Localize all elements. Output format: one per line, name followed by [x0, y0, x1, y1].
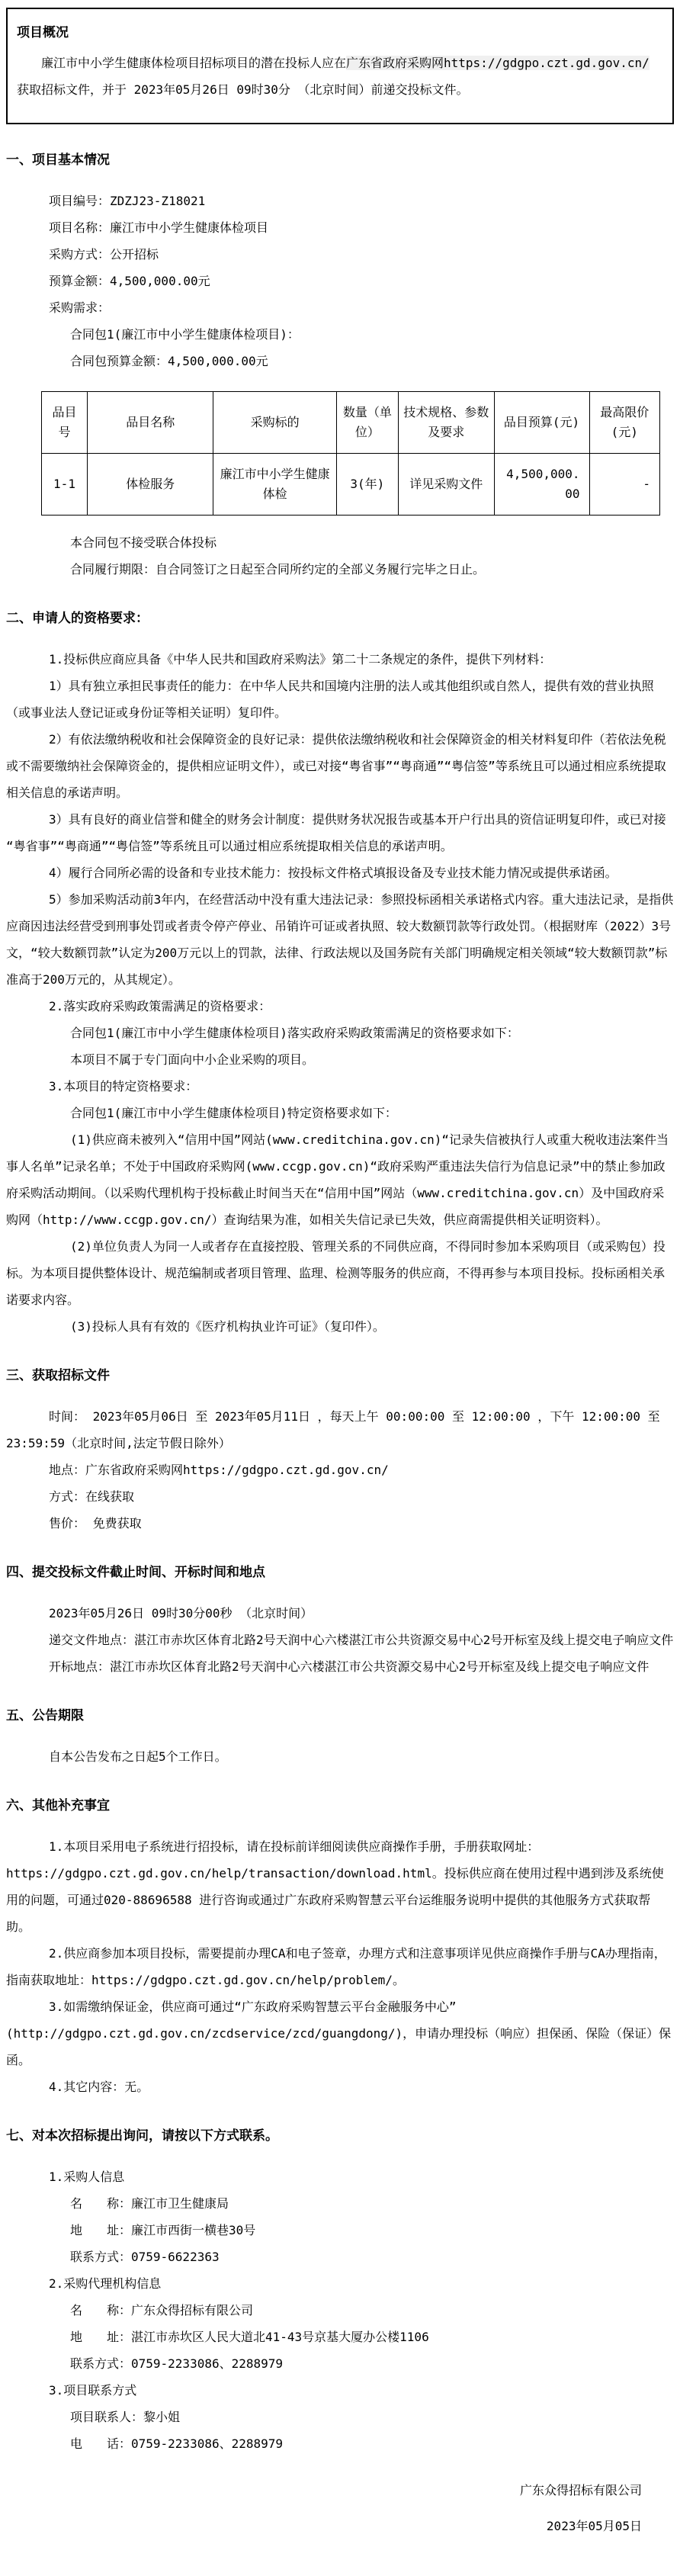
project-overview-box — [6, 8, 674, 124]
field-procurement-demand: 采购需求： — [49, 300, 111, 315]
field-procurement-method: 采购方式：公开招标 — [49, 247, 159, 262]
items-table-header-row — [42, 392, 660, 454]
note-no-consortium: 本合同包不接受联合体投标 — [70, 535, 217, 550]
items-table — [41, 391, 660, 516]
field-contract-package: 合同包1(廉江市中小学生健康体检项目)： — [70, 327, 300, 342]
signature-block — [6, 2477, 674, 2539]
qualification-policy-title: 2.落实政府采购政策需满足的资格要求： — [49, 999, 271, 1013]
doc-obtain-method: 方式：在线获取 — [49, 1489, 135, 1504]
procurement-site-link: 广东省政府采购网https://gdgpo.czt.gd.gov.cn/ — [346, 56, 650, 70]
qualification-specific-2: (2)单位负责人为同一人或者存在直接控股、管理关系的不同供应商，不得同时参加本采购项目（或采购包）投标。为本项目提供整体设计、规范编制或者项目管理、监理、检测等服务的供应商，不得再参与本项目投标。投标函相关承诺要求内容。 — [6, 1239, 666, 1307]
items-table-row — [42, 454, 660, 516]
section-1-heading: 一、项目基本情况 — [6, 153, 110, 168]
qualification-specific-3: (3)投标人具有有效的《医疗机构执业许可证》（复印件）。 — [70, 1319, 385, 1334]
supplement-p2: 2.供应商参加本项目投标，需要提前办理CA和电子签章，办理方式和注意事项详见供应商操作手册与CA办理指南，指南获取地址：https://gdgpo.czt.gd.gov.cn/help/problem/。 — [6, 1946, 666, 1987]
qualification-specific-title: 3.本项目的特定资格要求： — [49, 1079, 198, 1094]
field-project-name: 项目名称：廉江市中小学生健康体检项目 — [49, 220, 269, 235]
qualification-p1: 1.投标供应商应具备《中华人民共和国政府采购法》第二十二条规定的条件，提供下列材料： — [49, 652, 552, 666]
overview-intro-post: 获取招标文件，并于 2023年05月26日 09时30分 （北京时间）前递交投标文件。 — [17, 82, 469, 97]
announcement-period: 自本公告发布之日起5个工作日。 — [49, 1749, 227, 1764]
overview-intro-pre: 廉江市中小学生健康体检项目招标项目的潜在投标人应在 — [41, 56, 347, 70]
doc-obtain-price: 售价： 免费获取 — [49, 1516, 142, 1531]
section-3-heading: 三、获取招标文件 — [6, 1368, 110, 1383]
section-7-heading: 七、对本次招标提出询问，请按以下方式联系。 — [6, 2128, 278, 2144]
cell-quantity: 3(年) — [336, 454, 398, 516]
section-5-heading: 五、公告期限 — [6, 1708, 84, 1723]
overview-title: 项目概况 — [17, 25, 69, 40]
col-item-no: 品目号 — [42, 392, 88, 454]
supplement-p4: 4.其它内容：无。 — [49, 2080, 149, 2094]
agent-phone: 联系方式：0759-2233086、2288979 — [70, 2356, 284, 2371]
bid-submit-place: 递交文件地点：湛江市赤坎区体育北路2号天润中心六楼湛江市公共资源交易中心2号开标室及线上提交电子响应文件 — [49, 1633, 674, 1647]
bid-open-place: 开标地点：湛江市赤坎区体育北路2号天润中心六楼湛江市公共资源交易中心2号开标室及线上提交电子响应文件 — [49, 1659, 650, 1674]
qualification-p3: 2）有依法缴纳税收和社会保障资金的良好记录：提供依法缴纳税收和社会保障资金的相关材料复印件（若依法免税或不需要缴纳社会保障资金的，提供相应证明文件），或已对接“粤省事”“粤商通”“粤信签”等系统且可以通过相应系统提取相关信息的承诺声明。 — [6, 732, 666, 800]
section-4-heading: 四、提交投标文件截止时间、开标时间和地点 — [6, 1565, 265, 1580]
supplement-p3: 3.如需缴纳保证金，供应商可通过“广东政府采购智慧云平台金融服务中心”(http://gdgpo.czt.gd.gov.cn/zcdservice/zcd/guangdong/)，申请办理投标（响应）担保函、保险（保证）保函。 — [6, 1999, 672, 2067]
doc-obtain-place: 地点：广东省政府采购网https://gdgpo.czt.gd.gov.cn/ — [49, 1463, 389, 1477]
project-contact-title: 3.项目联系方式 — [49, 2383, 137, 2398]
buyer-address: 地 址：廉江市西街一横巷30号 — [70, 2223, 256, 2237]
col-max-price: 最高限价(元) — [589, 392, 660, 454]
bid-deadline: 2023年05月26日 09时30分00秒 （北京时间） — [49, 1606, 313, 1620]
cell-max-price: - — [589, 454, 660, 516]
col-quantity: 数量（单位） — [336, 392, 398, 454]
agent-name: 名 称：广东众得招标有限公司 — [70, 2303, 254, 2317]
agent-address: 地 址：湛江市赤坎区人民大道北41-43号京基大厦办公楼1106 — [70, 2330, 429, 2344]
agent-info-title: 2.采购代理机构信息 — [49, 2276, 162, 2291]
cell-item-no: 1-1 — [42, 454, 88, 516]
cell-item-name: 体检服务 — [88, 454, 213, 516]
qualification-policy-package: 合同包1(廉江市中小学生健康体检项目)落实政府采购政策需满足的资格要求如下： — [70, 1026, 519, 1040]
qualification-specific-1: (1)供应商未被列入“信用中国”网站(www.creditchina.gov.cn)“记录失信被执行人或重大税收违法案件当事人名单”记录名单；不处于中国政府采购网(www.ccgp.gov.cn)“政府采购严重违法失信行为信息记录”中的禁止参加政府采购活动期间。（以采购代理机构于投标截止时间当天在“信用中国”网站（www.creditchina.gov.cn）及中国政府采购网（http://www.ccgp.gov.cn/）查询结果为准，如相关失信记录已失效，供应商需提供相关证明资料）。 — [6, 1132, 669, 1227]
cell-procurement-target: 廉江市中小学生健康体检 — [213, 454, 336, 516]
note-contract-duration: 合同履行期限：自合同签订之日起至合同所约定的全部义务履行完毕之日止。 — [70, 562, 486, 577]
col-item-name: 品目名称 — [88, 392, 213, 454]
col-item-budget: 品目预算(元) — [494, 392, 589, 454]
cell-item-budget: 4,500,000.00 — [494, 454, 589, 516]
buyer-name: 名 称：廉江市卫生健康局 — [70, 2196, 229, 2211]
qualification-p4: 3）具有良好的商业信誉和健全的财务会计制度：提供财务状况报告或基本开户行出具的资信证明复印件，或已对接“粤省事”“粤商通”“粤信签”等系统且可以通过相应系统提取相关信息的承诺声明。 — [6, 812, 666, 853]
section-2-heading: 二、申请人的资格要求： — [6, 611, 149, 626]
project-contact-phone: 电 话：0759-2233086、2288979 — [70, 2436, 284, 2451]
col-tech-spec: 技术规格、参数及要求 — [398, 392, 494, 454]
qualification-p2: 1）具有独立承担民事责任的能力：在中华人民共和国境内注册的法人或其他组织或自然人，提供有效的营业执照（或事业法人登记证或身份证等相关证明）复印件。 — [6, 679, 654, 720]
qualification-policy-sme: 本项目不属于专门面向中小企业采购的项目。 — [70, 1052, 315, 1067]
signature-date: 2023年05月05日 — [546, 2519, 642, 2533]
buyer-phone: 联系方式：0759-6622363 — [70, 2250, 220, 2264]
field-package-budget: 合同包预算金额：4,500,000.00元 — [70, 354, 268, 368]
cell-tech-spec: 详见采购文件 — [398, 454, 494, 516]
doc-obtain-time: 时间： 2023年05月06日 至 2023年05月11日 ，每天上午 00:00:00 至 12:00:00 ，下午 12:00:00 至 23:59:59（北京时间,法定节假日除外） — [6, 1409, 660, 1450]
section-6-heading: 六、其他补充事宜 — [6, 1798, 110, 1813]
qualification-p5: 4）履行合同所必需的设备和专业技术能力：按投标文件格式填报设备及专业技术能力情况或提供承诺函。 — [49, 866, 617, 880]
buyer-info-title: 1.采购人信息 — [49, 2170, 125, 2184]
field-budget-amount: 预算金额：4,500,000.00元 — [49, 274, 210, 288]
qualification-specific-package: 合同包1(廉江市中小学生健康体检项目)特定资格要求如下： — [70, 1106, 397, 1120]
qualification-p6: 5）参加采购活动前3年内，在经营活动中没有重大违法记录：参照投标函相关承诺格式内容。重大违法记录，是指供应商因违法经营受到刑事处罚或者责令停产停业、吊销许可证或者执照、较大数额罚款等行政处罚。（根据财库（2022）3号文，“较大数额罚款”认定为200万元以上的罚款，法律、行政法规以及国务院有关部门明确规定相关领域“较大数额罚款”标准高于200万元的，从其规定）。 — [6, 892, 674, 987]
project-contact-person: 项目联系人：黎小姐 — [70, 2410, 181, 2424]
field-project-code: 项目编号：ZDZJ23-Z18021 — [49, 194, 206, 208]
col-procurement-target: 采购标的 — [213, 392, 336, 454]
signature-company: 广东众得招标有限公司 — [519, 2483, 642, 2497]
supplement-p1: 1.本项目采用电子系统进行招投标，请在投标前详细阅读供应商操作手册，手册获取网址：https://gdgpo.czt.gd.gov.cn/help/transaction/download.html。投标供应商在使用过程中遇到涉及系统使用的问题，可通过020-88696588 进行咨询或通过广东政府采购智慧云平台运维服务说明中提供的其他服务方式获取帮助。 — [6, 1839, 664, 1934]
overview-intro-paragraph — [17, 50, 660, 103]
